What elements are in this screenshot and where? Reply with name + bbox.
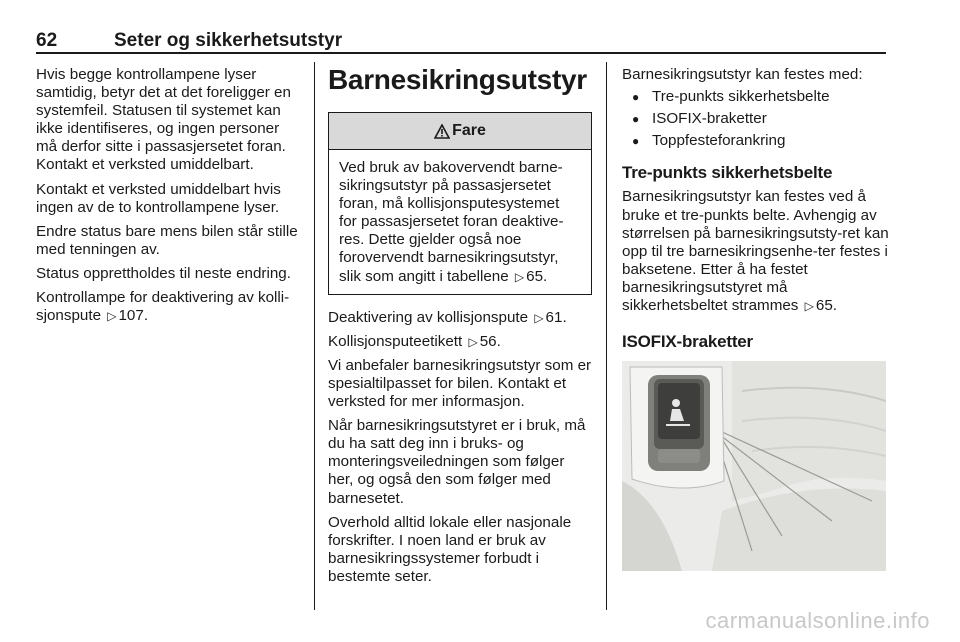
column-divider-2 [606, 62, 607, 610]
list-item: ● ISOFIX-braketter [622, 110, 892, 128]
cross-reference-page[interactable]: 56. [479, 332, 501, 350]
danger-box [328, 112, 592, 295]
danger-header [329, 113, 591, 150]
section-title: Barnesikringsutstyr [328, 64, 587, 95]
intro-text: Barnesikringsutstyr kan festes med: [622, 66, 863, 83]
page-reference-arrow-icon: ▷ [534, 310, 544, 325]
cross-reference [36, 289, 304, 325]
danger-ref-page[interactable]: 65. [526, 267, 548, 285]
page-reference-arrow-icon: ▷ [804, 299, 814, 314]
page-number: 62 [36, 30, 58, 51]
paragraph: Kontakt et verksted umiddelbart hvis ingen av de to kontrollampene lyser. [36, 180, 281, 216]
subsection-title: ISOFIX-braketter [622, 332, 753, 352]
chapter-title: Seter og sikkerhetsutstyr [114, 30, 343, 51]
header-rule [36, 52, 886, 54]
list-item: ● Toppfesteforankring [622, 132, 892, 150]
warning-triangle-icon [434, 124, 450, 139]
page-reference-arrow-icon: ▷ [514, 269, 525, 284]
page-reference-arrow-icon: ▷ [107, 309, 117, 324]
danger-label: Fare [452, 121, 486, 139]
cross-reference-text: Kollisjonsputeetikett [328, 332, 463, 350]
subsection-title: Tre-punkts sikkerhetsbelte [622, 163, 833, 183]
page-reference-arrow-icon: ▷ [468, 334, 478, 349]
cross-reference-text: Deaktivering av kollisjonspute [328, 308, 529, 326]
paragraph: Når barnesikringsutstyret er i bruk, må du ha satt deg inn i bruks- og monteringsveiledningen som følger her, og også den som følger med barnesetet. [328, 417, 586, 507]
column-2 [328, 64, 592, 592]
cross-reference-page[interactable]: 107. [118, 307, 149, 325]
danger-text-wrap [339, 159, 581, 286]
paragraph: Endre status bare mens bilen står stille med tenningen av. [36, 222, 298, 258]
cross-reference-page[interactable]: 61. [545, 308, 567, 326]
page-header [36, 30, 886, 54]
cross-reference-page[interactable]: 65. [815, 297, 837, 315]
isofix-drawing [622, 361, 886, 571]
column-1 [36, 66, 304, 331]
danger-text: Ved bruk av bakovervendt barne-sikringsutstyr på passasjersetet foran, må kollisjonsputesystemet for passasjersetet foran deaktive-res. Dette gjelder også noe forovervendt barnesikringsutstyr, slik som angitt i tabellene [339, 159, 564, 285]
danger-body [329, 150, 591, 294]
column-divider-1 [314, 62, 315, 610]
isofix-illustration [622, 361, 886, 571]
cross-reference [328, 333, 592, 351]
column-3 [622, 66, 892, 571]
watermark: carmanualsonline.info [705, 608, 930, 633]
cross-reference-text: Kontrollampe for deaktivering av kolli-sjonspute [36, 289, 290, 325]
list-item: ● Tre-punkts sikkerhetsbelte [622, 88, 892, 106]
paragraph: Status opprettholdes til neste endring. [36, 264, 291, 282]
paragraph: Hvis begge kontrollampene lyser samtidig, betyr det at det foreligger en systemfeil. Statusen til systemet kan ikke identifiseres, og ingen personer må derfor sitte i passasjersetet foran. Kontakt et verksted umiddelbart. [36, 66, 291, 174]
paragraph-wrap [622, 188, 892, 315]
cross-reference [328, 309, 592, 327]
paragraph: Overhold alltid lokale eller nasjonale forskrifter. I noen land er bruk av barnesikringssystemer forbudt i bestemte seter. [328, 513, 572, 585]
paragraph: Vi anbefaler barnesikringsutstyr som er spesialtilpasset for bilen. Kontakt et verksted for mer informasjon. [328, 356, 592, 411]
paragraph: Barnesikringsutstyr kan festes ved å bruke et tre-punkts belte. Avhengig av størrelsen på barnesikringsutsty-ret kan opp til tre barnesikringsenhe-ter festes i baksetene. Etter å ha festet barnesikringsutstyret må sikkerhetsbeltet strammes [622, 188, 889, 315]
bullet-list [622, 88, 892, 150]
